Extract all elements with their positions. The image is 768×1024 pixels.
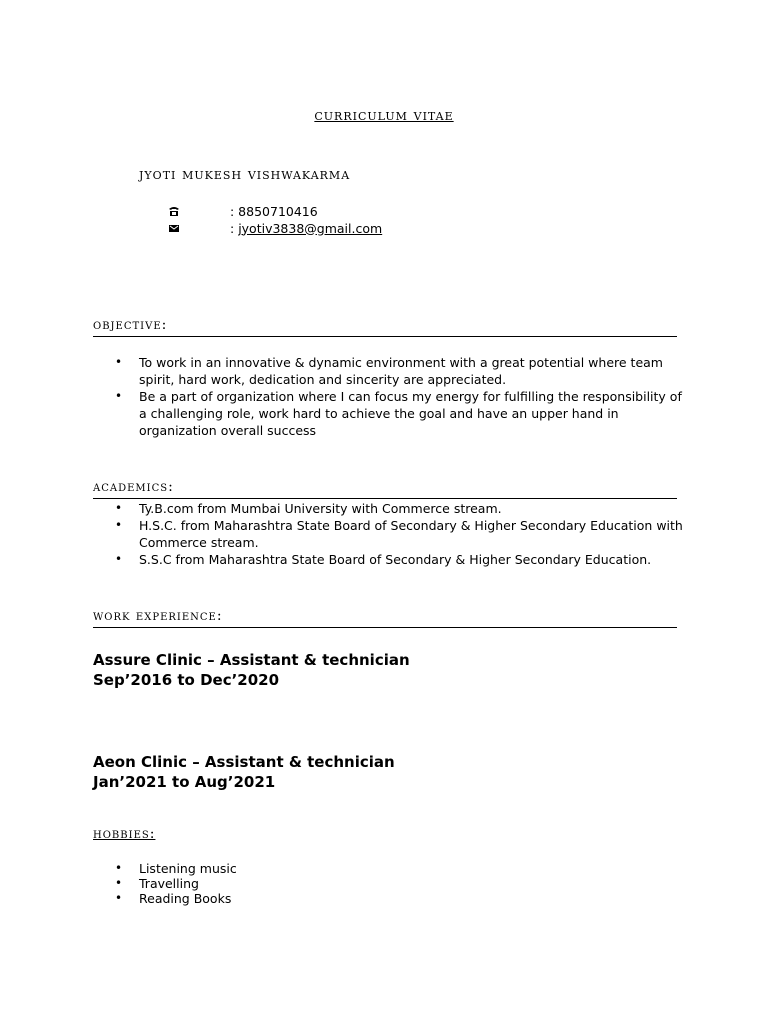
job-period: Jan’2021 to Aug’2021 bbox=[93, 773, 276, 791]
work-experience-heading: work experience: bbox=[93, 608, 677, 628]
email-field bbox=[230, 221, 382, 236]
objective-heading: objective: bbox=[93, 317, 677, 337]
list-item: • Reading Books bbox=[93, 891, 693, 906]
job-entry-2 bbox=[93, 752, 395, 792]
email-link[interactable]: jyotiv3838@gmail.com bbox=[238, 220, 383, 236]
list-item: • Be a part of organization where I can focus my energy for fulfilling the responsibility of a challenging role, work hard to achieve the goal and have an upper hand in organization overall success bbox=[93, 388, 693, 439]
list-item: • Listening music bbox=[93, 861, 693, 876]
email-prefix: : bbox=[230, 220, 239, 236]
job-period: Sep’2016 to Dec’2020 bbox=[93, 671, 280, 689]
candidate-name: jyoti mukesh vishwakarma bbox=[139, 165, 351, 183]
hobbies-list bbox=[93, 861, 693, 906]
mail-icon bbox=[168, 222, 180, 234]
job-title: Aeon Clinic – Assistant & technician bbox=[93, 753, 395, 771]
list-item: • S.S.C from Maharashtra State Board of Secondary & Higher Secondary Education. bbox=[93, 551, 693, 568]
academics-list bbox=[93, 500, 693, 568]
job-entry-1 bbox=[93, 650, 410, 690]
list-item: • Travelling bbox=[93, 876, 693, 891]
list-item: • Ty.B.com from Mumbai University with Commerce stream. bbox=[93, 500, 693, 517]
phone-row bbox=[168, 203, 318, 219]
document-title: curriculum vitae bbox=[314, 106, 454, 124]
phone-icon bbox=[168, 205, 180, 217]
list-item: • To work in an innovative & dynamic environment with a great potential where team spirit, hard work, dedication and sincerity are appreciated. bbox=[93, 354, 693, 388]
hobbies-heading: hobbies: bbox=[93, 826, 156, 842]
list-item: • H.S.C. from Maharashtra State Board of Secondary & Higher Secondary Education with Commerce stream. bbox=[93, 517, 693, 551]
phone-number: : 8850710416 bbox=[230, 203, 318, 219]
job-title: Assure Clinic – Assistant & technician bbox=[93, 651, 410, 669]
email-row bbox=[168, 220, 383, 236]
objective-list bbox=[93, 354, 693, 439]
academics-heading: academics: bbox=[93, 479, 677, 499]
